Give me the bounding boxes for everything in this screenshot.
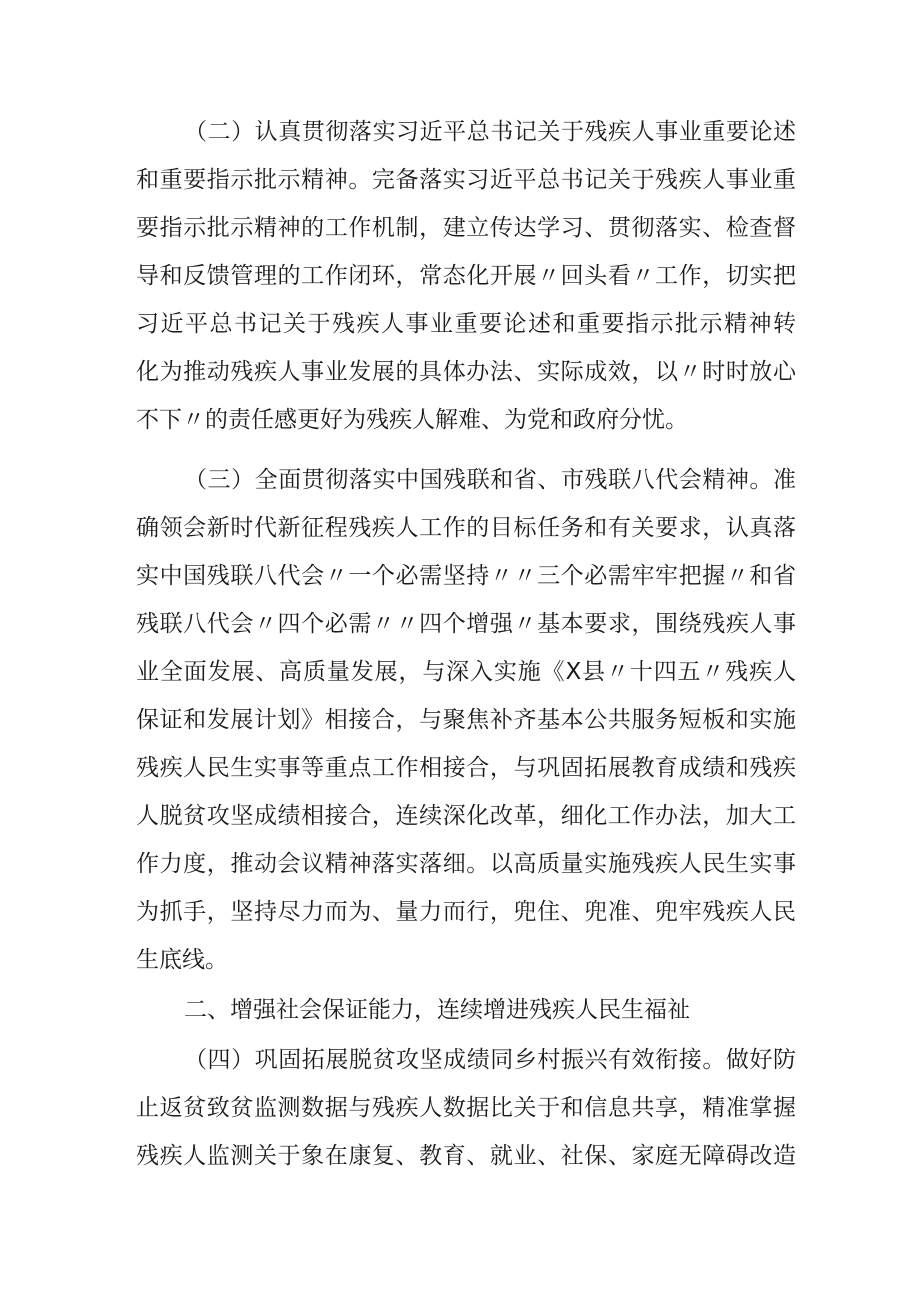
paragraph-3-line-11: 生底线。 — [136, 947, 228, 973]
paragraph-4-line-1: （四）巩固拓展脱贫攻坚成绩同乡村振兴有效衔接。做好防 — [184, 1047, 796, 1073]
paragraph-3-line-5: 业全面发展、高质量发展，与深入实施《X县〃十四五〃残疾人 — [136, 659, 796, 685]
paragraph-3-line-2: 确领会新时代新征程残疾人工作的目标任务和有关要求，认真落 — [136, 515, 796, 541]
section-heading-2: 二、增强社会保证能力，连续增进残疾人民生福祉 — [184, 997, 690, 1023]
paragraph-2-line-7: 不下〃的责任感更好为残疾人解难、为党和政府分忧。 — [136, 407, 688, 433]
paragraph-3-line-3: 实中国残联八代会〃一个必需坚持〃〃三个必需牢牢把握〃和省 — [136, 563, 796, 589]
paragraph-4-line-2: 止返贫致贫监测数据与残疾人数据比关于和信息共享，精准掌握 — [136, 1095, 796, 1121]
paragraph-3-line-4: 残联八代会〃四个必需〃〃四个增强〃基本要求，围绕残疾人事 — [136, 611, 796, 637]
paragraph-2-line-5: 习近平总书记关于残疾人事业重要论述和重要指示批示精神转 — [136, 311, 796, 337]
paragraph-4-line-3: 残疾人监测关于象在康复、教育、就业、社保、家庭无障碍改造 — [136, 1143, 796, 1169]
paragraph-3-line-8: 人脱贫攻坚成绩相接合，连续深化改革，细化工作办法，加大工 — [136, 803, 796, 829]
paragraph-2-line-4: 导和反馈管理的工作闭环，常态化开展〃回头看〃工作，切实把 — [136, 263, 796, 289]
paragraph-3-line-9: 作力度，推动会议精神落实落细。以高质量实施残疾人民生实事 — [136, 851, 796, 877]
paragraph-2-line-6: 化为推动残疾人事业发展的具体办法、实际成效，以〃时时放心 — [136, 359, 796, 385]
paragraph-3-line-6: 保证和发展计划》相接合，与聚焦补齐基本公共服务短板和实施 — [136, 707, 796, 733]
paragraph-3-line-10: 为抓手，坚持尽力而为、量力而行，兜住、兜准、兜牢残疾人民 — [136, 899, 796, 925]
paragraph-2-line-2: 和重要指示批示精神。完备落实习近平总书记关于残疾人事业重 — [136, 167, 796, 193]
paragraph-2-line-1: （二）认真贯彻落实习近平总书记关于残疾人事业重要论述 — [184, 119, 796, 145]
paragraph-3-line-1: （三）全面贯彻落实中国残联和省、市残联八代会精神。准 — [184, 467, 796, 493]
paragraph-3-line-7: 残疾人民生实事等重点工作相接合，与巩固拓展教育成绩和残疾 — [136, 755, 796, 781]
paragraph-2-line-3: 要指示批示精神的工作机制，建立传达学习、贯彻落实、检查督 — [136, 215, 796, 241]
